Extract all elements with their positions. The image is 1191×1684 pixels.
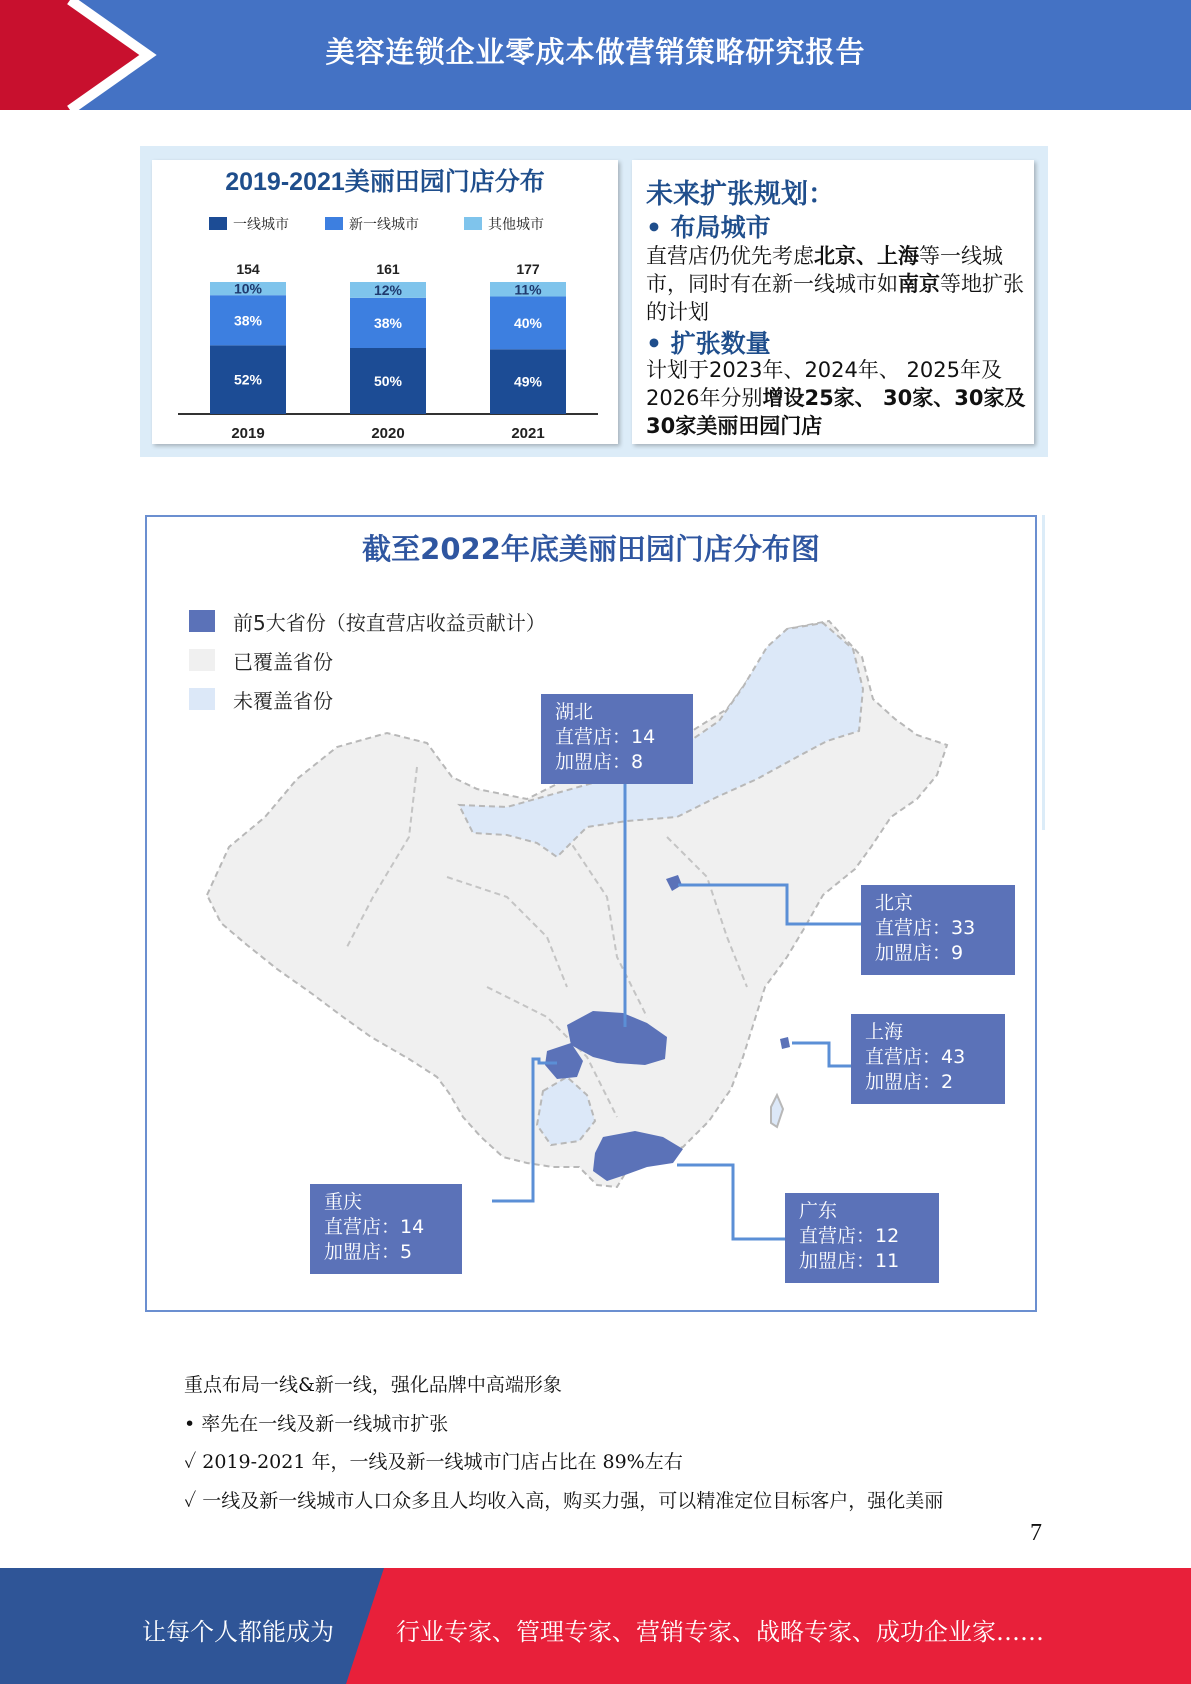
callout-beijing-direct: 直营店：33 bbox=[875, 917, 976, 939]
callout-beijing bbox=[861, 885, 1015, 975]
legend-swatch-0 bbox=[209, 217, 227, 230]
bar-total-label: 177 bbox=[516, 261, 540, 277]
callout-guangdong bbox=[785, 1193, 939, 1283]
callout-guangdong-franchise: 加盟店：11 bbox=[799, 1250, 900, 1272]
callout-guangdong-name: 广东 bbox=[799, 1200, 838, 1222]
callout-guangdong-direct: 直营店：12 bbox=[799, 1225, 900, 1247]
body-line-2: • 率先在一线及新一线城市扩张 bbox=[184, 1413, 449, 1435]
callout-hubei bbox=[541, 694, 693, 784]
legend-label-0: 一线城市 bbox=[233, 216, 289, 232]
map-province-shanghai bbox=[780, 1037, 790, 1049]
stacked-bar-chart bbox=[152, 160, 618, 444]
legend-swatch-uncovered bbox=[189, 688, 215, 710]
plan-cities-text: 直营店仍优先考虑北京、上海等一线城市，同时有在新一线城市如南京等地扩张的计划 bbox=[646, 244, 1024, 324]
footer-slogan-left: 让每个人都能成为 bbox=[142, 1618, 334, 1646]
callout-beijing-name: 北京 bbox=[875, 892, 914, 914]
bar-data-label: 52% bbox=[233, 371, 263, 388]
body-line-3: ✓ 2019-2021 年，一线及新一线城市门店占比在 89%左右 bbox=[184, 1451, 683, 1473]
chart-title: 2019-2021美丽田园门店分布 bbox=[225, 168, 545, 196]
callout-shanghai-franchise: 加盟店：2 bbox=[865, 1071, 954, 1093]
bar-data-label: 11% bbox=[514, 281, 542, 298]
callout-hubei-franchise: 加盟店：8 bbox=[555, 751, 644, 773]
legend-label-top5: 前5大省份（按直营店收益贡献计） bbox=[233, 610, 546, 635]
map-panel-side-edge bbox=[1042, 515, 1045, 830]
legend-label-uncovered: 未覆盖省份 bbox=[233, 688, 333, 713]
x-tick-label: 2020 bbox=[371, 425, 405, 442]
bar-data-label: 38% bbox=[233, 312, 263, 329]
legend-uncovered bbox=[189, 687, 333, 711]
callout-chongqing-direct: 直营店：14 bbox=[324, 1216, 425, 1238]
bar-data-label: 12% bbox=[373, 281, 403, 298]
callout-chongqing bbox=[310, 1184, 462, 1274]
bar-data-label: 10% bbox=[233, 280, 263, 297]
plan-title: 未来扩张规划： bbox=[646, 179, 835, 210]
callout-chongqing-franchise: 加盟店：5 bbox=[324, 1241, 413, 1263]
bar-data-label: 50% bbox=[373, 373, 403, 389]
expansion-plan-card bbox=[632, 160, 1034, 444]
legend-swatch-covered bbox=[189, 649, 215, 671]
report-title: 美容连锁企业零成本做营销策略研究报告 bbox=[325, 35, 866, 69]
legend-label-2: 其他城市 bbox=[488, 216, 544, 232]
callout-hubei-direct: 直营店：14 bbox=[555, 726, 656, 748]
map-uncovered-taiwan bbox=[771, 1095, 783, 1127]
callout-beijing-franchise: 加盟店：9 bbox=[875, 942, 964, 964]
callout-shanghai bbox=[851, 1014, 1005, 1104]
map-title: 截至2022年底美丽田园门店分布图 bbox=[362, 532, 820, 566]
callout-chongqing-name: 重庆 bbox=[324, 1191, 363, 1213]
store-distribution-chart-card bbox=[152, 160, 618, 444]
plan-heading-cities: • 布局城市 bbox=[646, 213, 771, 242]
body-line-4: ✓ 一线及新一线城市人口众多且人均收入高，购买力强，可以精准定位目标客户，强化美丽 bbox=[184, 1490, 944, 1512]
plan-heading-count: • 扩张数量 bbox=[646, 329, 771, 358]
plan-count-text: 计划于2023年、2024年、 2025年及2026年分别增设25家、 30家、30家及30家美丽田园门店 bbox=[646, 358, 1026, 438]
callout-shanghai-name: 上海 bbox=[865, 1021, 904, 1043]
legend-label-covered: 已覆盖省份 bbox=[233, 649, 333, 674]
x-tick-label: 2019 bbox=[231, 425, 265, 442]
store-distribution-panel bbox=[140, 146, 1048, 457]
footer-slogan-right: 行业专家、管理专家、营销专家、战略专家、成功企业家…… bbox=[396, 1618, 1044, 1646]
legend-swatch-1 bbox=[325, 217, 343, 230]
body-line-1: 重点布局一线&新一线，强化品牌中高端形象 bbox=[184, 1374, 562, 1396]
report-header bbox=[0, 0, 1191, 110]
legend-swatch-top5 bbox=[189, 610, 215, 632]
report-footer bbox=[0, 1568, 1191, 1684]
legend-covered bbox=[189, 648, 333, 672]
page-number: 7 bbox=[1030, 1520, 1042, 1546]
connector-guangdong bbox=[677, 1165, 785, 1239]
bar-total-label: 154 bbox=[236, 261, 260, 277]
bar-data-label: 40% bbox=[513, 314, 543, 331]
connector-shanghai bbox=[792, 1043, 853, 1066]
bar-total-label: 161 bbox=[376, 261, 400, 277]
legend-label-1: 新一线城市 bbox=[349, 216, 419, 232]
callout-shanghai-direct: 直营店：43 bbox=[865, 1046, 966, 1068]
bar-data-label: 38% bbox=[373, 314, 403, 331]
bar-data-label: 49% bbox=[513, 373, 543, 390]
legend-top5 bbox=[189, 609, 546, 633]
legend-swatch-2 bbox=[464, 217, 482, 230]
callout-hubei-name: 湖北 bbox=[555, 701, 594, 723]
store-map-panel bbox=[145, 515, 1037, 1312]
x-tick-label: 2021 bbox=[511, 425, 545, 442]
